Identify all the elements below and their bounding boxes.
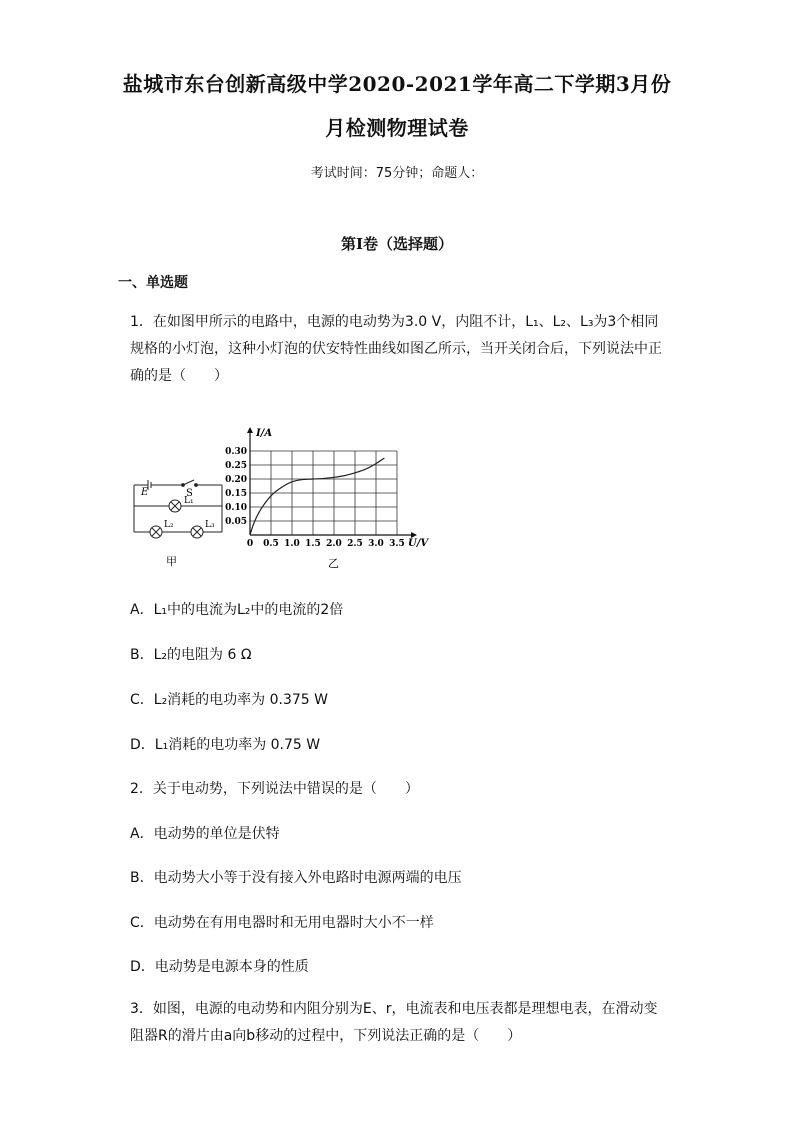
q2-option-c: C．电动势在有用电器时和无用电器时大小不一样	[130, 915, 434, 931]
q2-option-b: B．电动势大小等于没有接入外电路时电源两端的电压	[130, 870, 462, 886]
graph-caption: 乙	[328, 557, 339, 570]
y-tick-label: 0.05	[225, 517, 247, 527]
iv-curve-series	[250, 458, 384, 535]
y-axis-label: I/A	[256, 428, 273, 439]
x-tick-label: 1.0	[284, 539, 300, 549]
y-tick-label: 0.25	[225, 461, 247, 471]
question-3-text: 3．如图，电源的电动势和内阻分别为E、r，电流表和电压表都是理想电表，在滑动变阻器R的滑片由a向b移动的过程中，下列说法正确的是（ ）	[130, 1001, 658, 1044]
question-2-text: 2．关于电动势，下列说法中错误的是（ ）	[130, 781, 419, 797]
y-tick-label: 0.20	[225, 475, 247, 485]
battery-label: E	[141, 487, 149, 498]
question-1-text: 1．在如图甲所示的电路中，电源的电动势为3.0 V，内阻不计，L₁、L₂、L₃为3个相同规格的小灯泡，这种小灯泡的伏安特性曲线如图乙所示，当开关闭合后，下列说法中正确的是（ ）	[130, 314, 662, 384]
y-axis-arrow	[247, 427, 253, 433]
circuit-caption: 甲	[166, 555, 177, 568]
q1-option-d: D．L₁消耗的电功率为 0.75 W	[130, 737, 321, 753]
part-title: 一、单选题	[118, 275, 188, 291]
q2-option-a: A．电动势的单位是伏特	[130, 826, 280, 842]
x-tick-label: 2.5	[347, 539, 363, 549]
x-tick-label: 1.5	[305, 539, 321, 549]
x-tick-label: 3.0	[368, 539, 384, 549]
iv-graph	[222, 423, 440, 573]
y-tick-label: 0.10	[225, 503, 247, 513]
exam-title-line1: 盐城市东台创新高级中学2020-2021学年高二下学期3月份	[122, 72, 672, 96]
circuit-diagram	[128, 470, 228, 570]
lamp-l3-label: L₃	[205, 520, 215, 530]
lamp-l2-label: L₂	[164, 520, 174, 530]
q1-option-a: A．L₁中的电流为L₂中的电流的2倍	[130, 602, 344, 618]
x-tick-label: 0.5	[263, 539, 279, 549]
exam-title-line2: 月检测物理试卷	[325, 116, 469, 140]
x-axis-label: U/V	[408, 538, 429, 549]
y-tick-label: 0.30	[225, 447, 247, 457]
y-tick-label: 0.15	[225, 489, 247, 499]
switch-label: S	[186, 488, 193, 499]
q2-option-d: D．电动势是电源本身的性质	[130, 959, 309, 975]
exam-info: 考试时间：75分钟；命题人：	[310, 166, 484, 181]
q1-option-c: C．L₂消耗的电功率为 0.375 W	[130, 692, 329, 708]
q1-option-b: B．L₂的电阻为 6 Ω	[130, 647, 252, 663]
section-title: 第I卷（选择题）	[340, 235, 454, 253]
x-tick-label: 2.0	[326, 539, 342, 549]
lamp-l1-label: L₁	[184, 496, 194, 506]
x-tick-label: 0	[246, 539, 254, 549]
x-tick-label: 3.5	[389, 539, 405, 549]
